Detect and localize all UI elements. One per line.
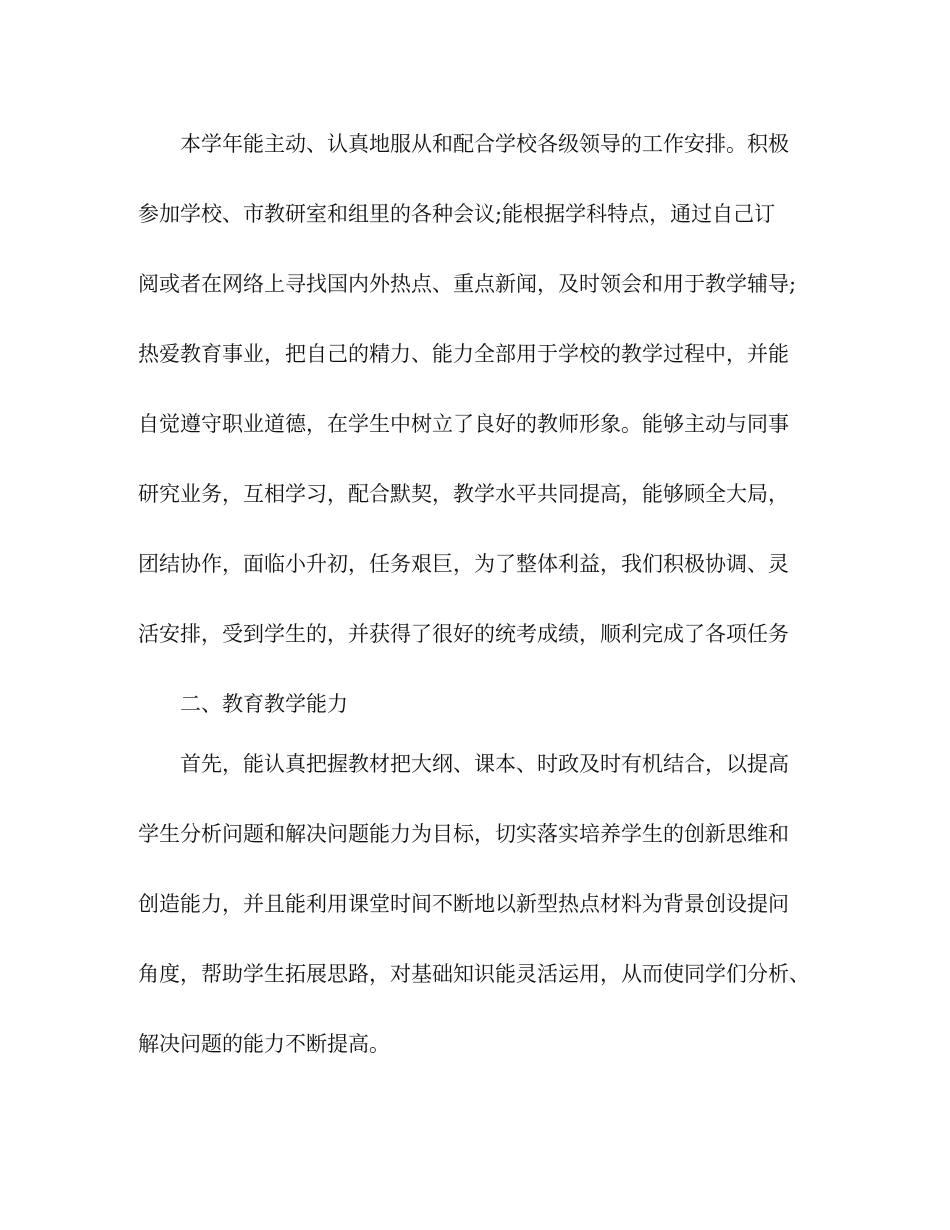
paragraph-line: 参加学校、市教研室和组里的各种会议;能根据学科特点，通过自己订 [138,202,776,226]
paragraph-line: 活安排，受到学生的，并获得了很好的统考成绩，顺利完成了各项任务 [138,622,789,646]
paragraph-line: 创造能力，并且能利用课堂时间不断地以新型热点材料为背景创设提问 [138,892,789,916]
paragraph-line: 研究业务，互相学习，配合默契，教学水平共同提高，能够顾全大局， [138,482,789,506]
paragraph-line: 首先，能认真把握教材把大纲、课本、时政及时有机结合，以提高 [180,752,789,776]
paragraph-line: 学生分析问题和解决问题能力为目标，切实落实培养学生的创新思维和 [138,822,789,846]
paragraph-line: 自觉遵守职业道德，在学生中树立了良好的教师形象。能够主动与同事 [138,412,789,436]
paragraph-line: 解决问题的能力不断提高。 [138,1032,390,1056]
paragraph-line: 角度，帮助学生拓展思路，对基础知识能灵活运用，从而使同学们分析、 [138,962,810,986]
paragraph-line: 团结协作，面临小升初，任务艰巨，为了整体利益，我们积极协调、灵 [138,552,789,576]
paragraph-line: 阅或者在网络上寻找国内外热点、重点新闻，及时领会和用于教学辅导; [138,272,797,296]
paragraph-line: 热爱教育事业，把自己的精力、能力全部用于学校的教学过程中，并能 [138,342,789,366]
section-heading: 二、教育教学能力 [180,692,348,716]
paragraph-line: 本学年能主动、认真地服从和配合学校各级领导的工作安排。积极 [180,132,789,156]
